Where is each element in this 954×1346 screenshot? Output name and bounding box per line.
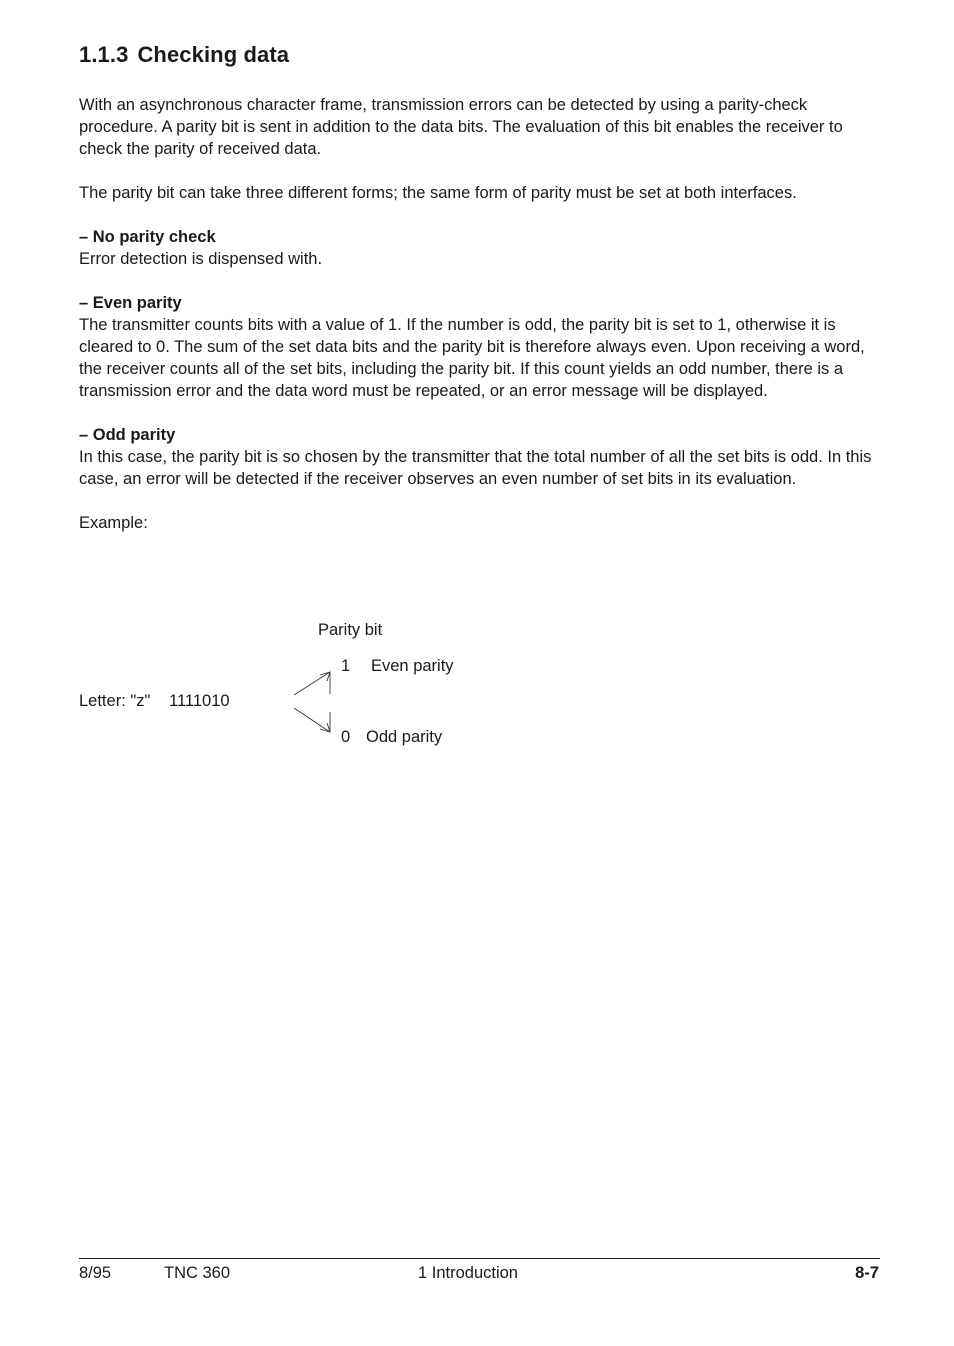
intro-paragraph: With an asynchronous character frame, transmission errors can be detected by using a parity-check procedure. A parity bit is sent in addition to the data bits. The evaluation of this bit enables the receiver to check the parity of received data. [79, 96, 843, 158]
footer-product: TNC 360 [164, 1264, 231, 1282]
letter-bits: 1111010 [169, 692, 230, 710]
odd-bit-value: 0 [341, 728, 351, 746]
item-text-no-parity: Error detection is dispensed with. [79, 250, 323, 268]
section-title: Checking data [137, 42, 290, 67]
item-heading-odd-parity: – Odd parity [79, 426, 176, 444]
example-label: Example: [79, 514, 148, 532]
odd-parity-label: Odd parity [366, 728, 443, 746]
even-parity-label: Even parity [371, 657, 454, 675]
section-number: 1.1.3 [79, 42, 129, 67]
item-text-odd-parity: In this case, the parity bit is so chosen by the transmitter that the total number of all the set bits is odd. In this case, an error will be detected if the receiver observes an even number of set bits in its evaluation. [79, 448, 872, 488]
arrow-down-icon [294, 708, 330, 732]
footer-page-number: 8-7 [855, 1264, 879, 1282]
footer-chapter: 1 Introduction [418, 1264, 518, 1282]
footer-date: 8/95 [79, 1264, 112, 1282]
item-heading-even-parity: – Even parity [79, 294, 182, 312]
item-heading-no-parity: – No parity check [79, 228, 216, 246]
arrow-up-icon [294, 672, 330, 695]
parity-bit-header: Parity bit [318, 621, 383, 639]
footer-divider [79, 1258, 880, 1259]
item-text-even-parity: The transmitter counts bits with a value of 1. If the number is odd, the parity bit is set to 1, otherwise it is cleared to 0. The sum of the set data bits and the parity bit is therefore always even. Upon receiving a word, the receiver counts all of the set bits, including the parity bit. If this count yields an odd number, there is a transmission error and the data word must be repeated, or an error message will be displayed. [79, 316, 865, 400]
even-bit-value: 1 [341, 657, 351, 675]
forms-paragraph: The parity bit can take three different forms; the same form of parity must be set at both interfaces. [79, 184, 797, 202]
letter-label: Letter: "z" [79, 692, 151, 710]
